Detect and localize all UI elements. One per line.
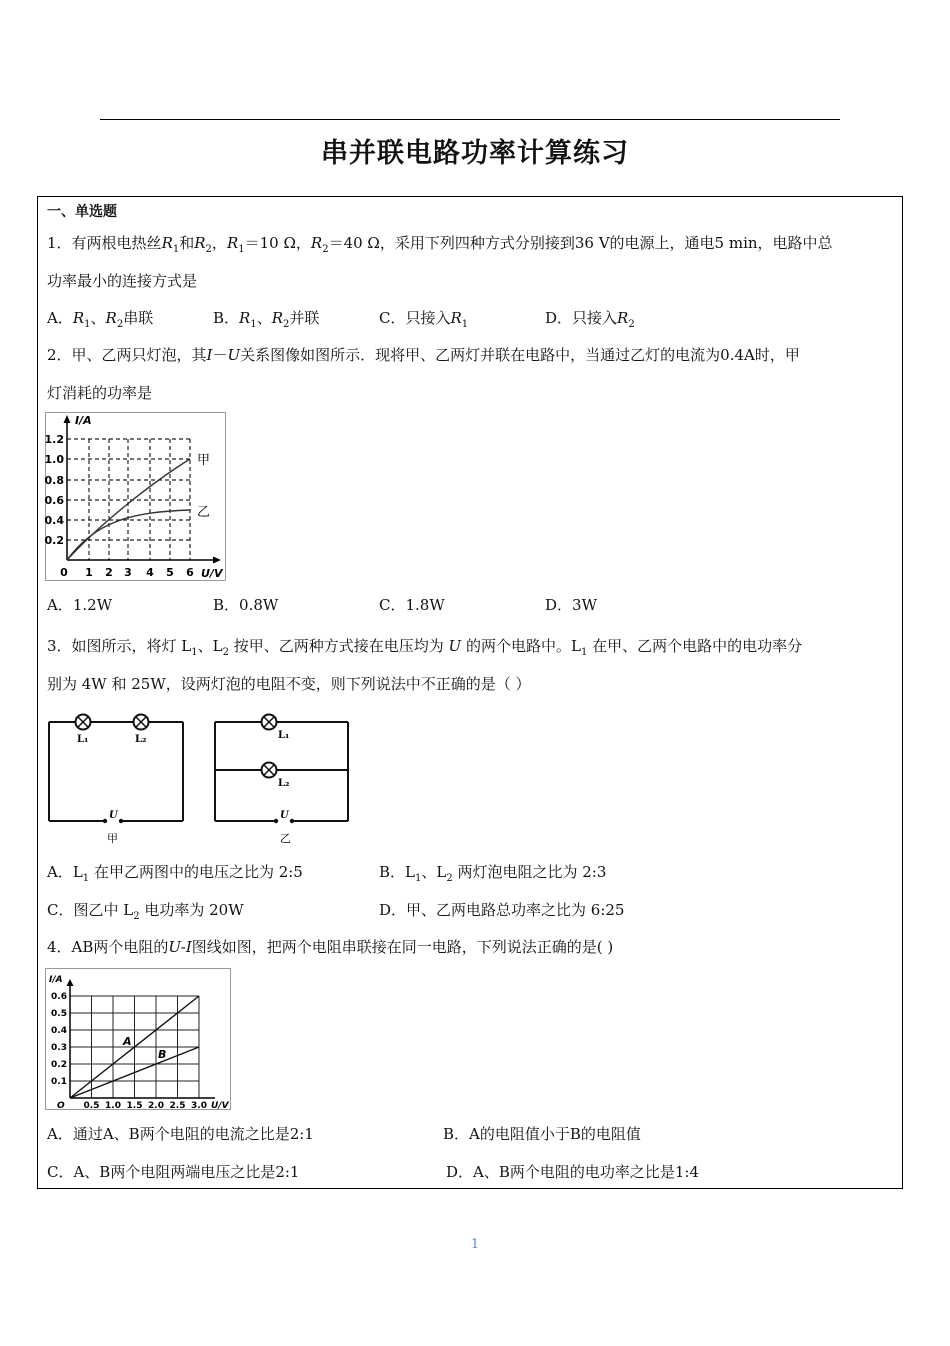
q3-jia-l1-label: L₁ bbox=[77, 734, 89, 745]
q4-graph-y-tick: 0.2 bbox=[51, 1060, 67, 1070]
q2-line2: 灯消耗的功率是 bbox=[47, 384, 153, 402]
q3-jia-l2-label: L₂ bbox=[135, 734, 147, 745]
q2-graph-y-tick: 0.4 bbox=[45, 514, 64, 527]
q3-jia-u-label: U bbox=[109, 810, 118, 821]
q1-line2: 功率最小的连接方式是 bbox=[47, 272, 198, 290]
q4-option-d: D．A、B两个电阻的电功率之比是1:4 bbox=[446, 1163, 700, 1181]
q2-graph-x-tick: 3 bbox=[124, 566, 132, 579]
q2-graph-y-tick: 0.8 bbox=[45, 474, 64, 487]
q2-curve-yi-label: 乙 bbox=[197, 505, 211, 520]
q2-graph-y-tick: 0.2 bbox=[45, 534, 64, 547]
q3-jia-caption: 甲 bbox=[107, 832, 118, 845]
q2-graph-x-tick: 6 bbox=[186, 566, 194, 579]
q3-option-a: A．$L_1$ 在甲乙两图中的电压之比为 2:5 bbox=[47, 863, 303, 884]
q4-graph-y-tick: 0.6 bbox=[51, 992, 67, 1002]
q1-option-a: A．$R_1$、$R_2$串联 bbox=[47, 309, 154, 330]
q2-option-c: C．1.8W bbox=[379, 596, 445, 614]
header-rule bbox=[100, 119, 840, 120]
q2-graph-x-label: U/V bbox=[201, 567, 223, 580]
q4-line-b-label: B bbox=[158, 1048, 167, 1061]
q4-option-c: C．A、B两个电阻两端电压之比是2:1 bbox=[47, 1163, 300, 1181]
q3-option-c: C．图乙中 $L_2$ 电功率为 20W bbox=[47, 901, 244, 922]
q4-graph-y-tick: 0.4 bbox=[51, 1026, 67, 1036]
q1-option-c: C．只接入$R_1$ bbox=[379, 309, 469, 330]
q2-graph-y-tick: 0.6 bbox=[45, 494, 64, 507]
q3-option-d: D．甲、乙两电路总功率之比为 6:25 bbox=[379, 901, 625, 919]
q4-graph-y-tick: 0.3 bbox=[51, 1043, 67, 1053]
q2-graph-y-label: I/A bbox=[75, 414, 92, 427]
q2-graph-x-tick: 0 bbox=[60, 566, 68, 579]
q3-option-b: B．$L_1$、$L_2$ 两灯泡电阻之比为 2:3 bbox=[379, 863, 607, 884]
q4-graph-y-tick: 0.5 bbox=[51, 1009, 67, 1019]
q3-yi-u-label: U bbox=[280, 810, 289, 821]
q4-graph-y-label: I/A bbox=[49, 975, 63, 985]
q2-curve-jia-label: 甲 bbox=[197, 453, 211, 468]
q3-yi-caption: 乙 bbox=[280, 832, 291, 845]
q4-graph-x-tick: 2.0 bbox=[148, 1101, 164, 1110]
q2-graph-y-tick: 1.0 bbox=[45, 453, 64, 466]
q3-circuit-jia bbox=[45, 706, 187, 848]
q2-graph-x-tick: 5 bbox=[166, 566, 174, 579]
q3-line1: 3．如图所示，将灯 $L_1$、$L_2$ 按甲、乙两种方式接在电压均为 U 的两个电路中。$L_1$ 在甲、乙两个电路中的电功率分 bbox=[47, 637, 803, 658]
q2-line1: 2．甲、乙两只灯泡，其I－U关系图像如图所示．现将甲、乙两灯并联在电路中，当通过乙灯的电流为0.4A时，甲 bbox=[47, 346, 800, 364]
q4-graph-x-tick: 1.5 bbox=[126, 1101, 143, 1110]
q4-graph-x-tick: 1.0 bbox=[105, 1101, 121, 1110]
page-title: 串并联电路功率计算练习 bbox=[321, 138, 629, 169]
q2-option-d: D．3W bbox=[545, 596, 597, 614]
q4-graph-x-label: U/V bbox=[211, 1101, 229, 1110]
q4-graph-x-tick: 2.5 bbox=[169, 1101, 186, 1110]
q3-yi-l2-label: L₂ bbox=[278, 778, 290, 789]
q2-graph-x-tick: 2 bbox=[105, 566, 113, 579]
page-number: 1 bbox=[470, 1237, 480, 1252]
q2-graph-x-tick: 1 bbox=[85, 566, 93, 579]
q3-yi-l1-label: L₁ bbox=[278, 730, 290, 741]
q4-graph-x-tick: 3.0 bbox=[191, 1101, 207, 1110]
q1-option-b: B．$R_1$、$R_2$并联 bbox=[213, 309, 320, 330]
q4-option-b: B．A的电阻值小于B的电阻值 bbox=[443, 1125, 641, 1143]
q3-line2: 别为 4W 和 25W，设两灯泡的电阻不变，则下列说法中不正确的是（ ） bbox=[47, 675, 531, 693]
q3-circuit-yi bbox=[210, 706, 352, 848]
q2-iu-graph bbox=[45, 412, 227, 582]
q2-option-b: B．0.8W bbox=[213, 596, 279, 614]
q4-graph-x-tick: 0.5 bbox=[83, 1101, 100, 1110]
q4-option-a: A．通过A、B两个电阻的电流之比是2:1 bbox=[47, 1125, 314, 1143]
q1-option-d: D．只接入$R_2$ bbox=[545, 309, 635, 330]
q4-line-a-label: A bbox=[123, 1035, 132, 1048]
q2-graph-y-tick: 1.2 bbox=[45, 433, 64, 446]
q4-line1: 4．AB两个电阻的U-I图线如图，把两个电阻串联接在同一电路，下列说法正确的是( ) bbox=[47, 938, 614, 956]
q4-graph-origin: O bbox=[57, 1101, 65, 1110]
q1-line1: 1．有两根电热丝$R_1$和$R_2$，$R_1=10$ Ω，$R_2=40$ Ω，采用下列四种方式分别接到36 V的电源上，通电5 min，电路中总 bbox=[47, 234, 833, 255]
q2-graph-x-tick: 4 bbox=[146, 566, 154, 579]
section-heading: 一、单选题 bbox=[47, 204, 117, 220]
q4-ui-graph bbox=[45, 968, 231, 1110]
q2-option-a: A．1.2W bbox=[47, 596, 113, 614]
q4-graph-y-tick: 0.1 bbox=[51, 1077, 67, 1087]
